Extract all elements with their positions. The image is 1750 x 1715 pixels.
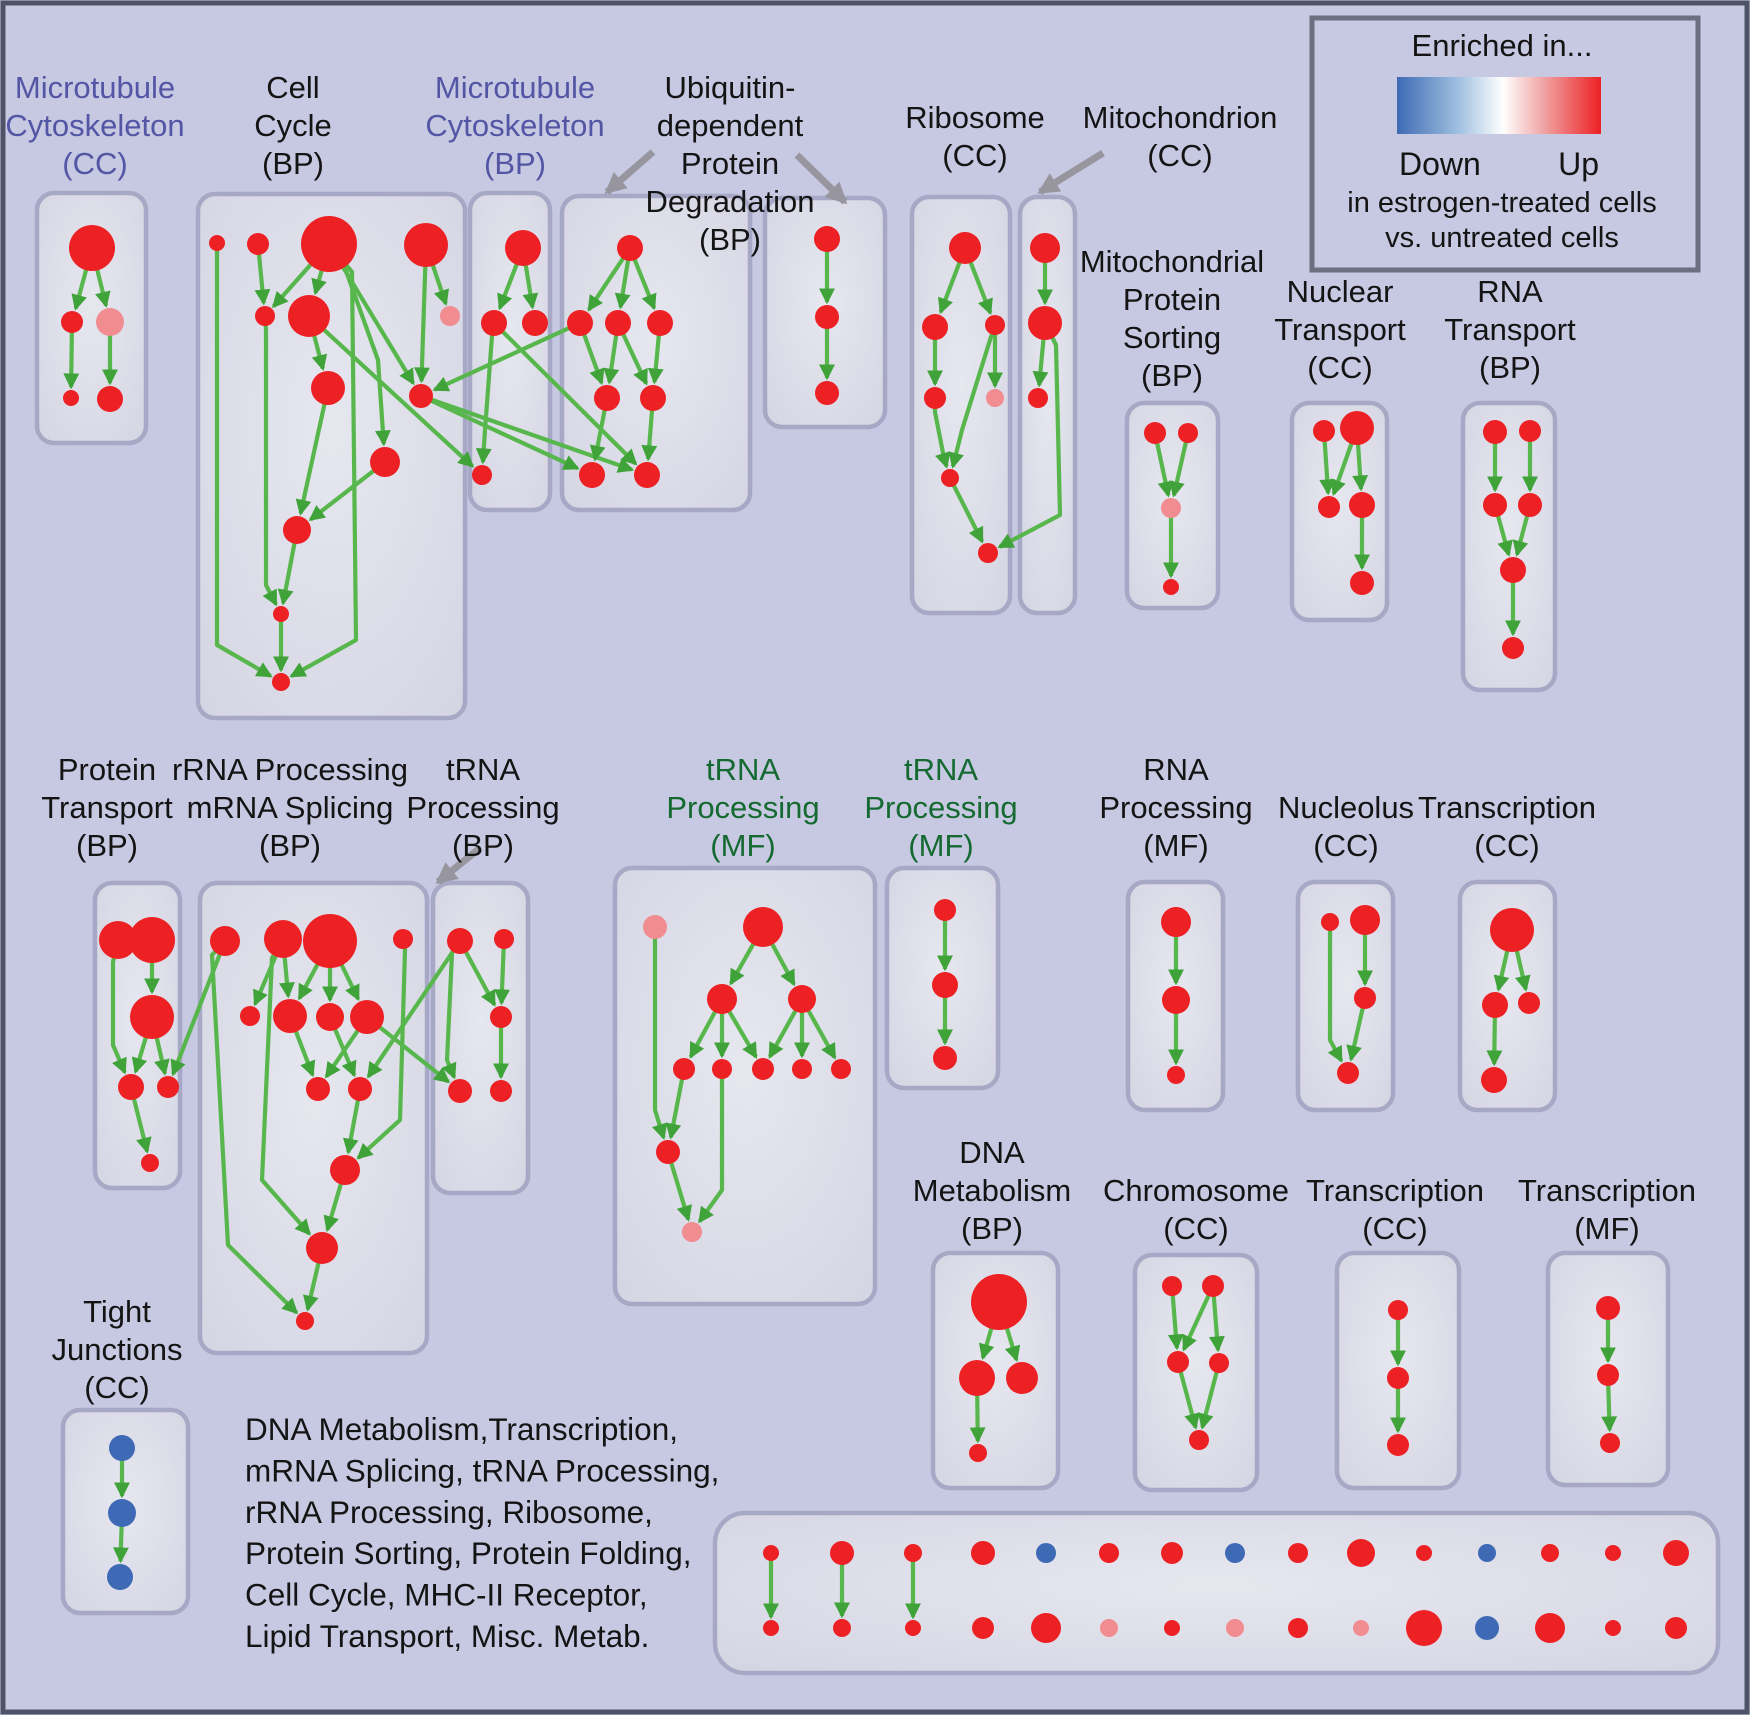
node-d3 [605,310,631,336]
node-ta2 [1387,1367,1409,1389]
node-f2 [922,314,948,340]
node-bb2 [833,1619,851,1637]
cluster-label-line: (MF) [710,828,776,863]
node-c2 [481,310,507,336]
node-bt14 [1605,1545,1621,1561]
cluster-label-line: (BP) [699,222,761,257]
node-f5 [986,389,1004,407]
node-b7 [440,306,460,326]
shared-terms-line: Cell Cycle, MHC-II Receptor, [245,1576,648,1613]
node-bb11 [1406,1610,1442,1646]
node-b10 [370,447,400,477]
node-bt15 [1663,1540,1689,1566]
node-bb15 [1665,1617,1687,1639]
cluster-label-line: (CC) [942,138,1008,173]
legend-subtitle-1: in estrogen-treated cells [1347,187,1657,219]
node-tj1 [109,1435,135,1461]
node-b11 [283,516,311,544]
shared-terms-line: Lipid Transport, Misc. Metab. [245,1618,650,1654]
node-tb3 [1600,1433,1620,1453]
cluster-label-line: RNA [1477,274,1543,309]
cluster-label-line: Nucleolus [1277,790,1415,825]
cluster-label-line: (CC) [1362,1211,1428,1246]
legend-gradient-bar [1397,77,1601,134]
node-h4 [1163,579,1179,595]
cluster-label-line: Transport [1274,312,1406,347]
node-w4 [792,1059,812,1079]
node-da1 [971,1274,1027,1330]
cluster-label-line: (CC) [84,1370,150,1405]
cluster-label-line: dependent [656,108,804,143]
node-o2 [1482,992,1508,1018]
node-bb12 [1475,1616,1499,1640]
node-bt10 [1347,1539,1375,1567]
cluster-label-line: Chromosome [1102,1173,1290,1208]
shared-terms-line: mRNA Splicing, tRNA Processing, [245,1452,720,1489]
legend-subtitle-2: vs. untreated cells [1385,222,1619,254]
node-bb14 [1605,1620,1621,1636]
node-ca1 [1162,1276,1182,1296]
cluster-label-line: (CC) [1307,350,1373,385]
node-ca3 [1167,1351,1189,1373]
node-d5 [594,385,620,411]
node-ca4 [1209,1353,1229,1373]
node-tb2 [1597,1364,1619,1386]
cluster-label-line: tRNA [705,752,781,787]
cluster-label-line: Processing [406,790,560,825]
node-bt8 [1225,1543,1245,1563]
node-c1 [505,230,541,266]
node-bt4 [971,1541,995,1565]
cluster-label-line: (BP) [76,828,138,863]
node-m1 [656,1140,680,1164]
node-v4 [448,1079,472,1103]
node-v5 [490,1080,512,1102]
cluster-label-line: Transcription [1305,1173,1485,1208]
node-f7 [978,543,998,563]
node-y1 [1161,907,1191,937]
node-r1 [210,926,240,956]
node-r2 [264,920,302,958]
node-w1 [673,1058,695,1080]
node-c4 [472,465,492,485]
node-bb9 [1288,1618,1308,1638]
node-h3 [1161,498,1181,518]
cluster-label-line: tRNA [903,752,979,787]
node-i4 [1349,492,1375,518]
node-y2 [1162,986,1190,1014]
cluster-label-line: Transport [1444,312,1576,347]
legend-down-label: Down [1399,146,1481,182]
shared-terms-line: DNA Metabolism,Transcription, [245,1411,678,1447]
node-w5 [831,1059,851,1079]
cluster-label-line: (BP) [259,828,321,863]
node-bb1 [763,1620,779,1636]
node-bt12 [1478,1544,1496,1562]
node-bt2 [830,1541,854,1565]
node-a1 [69,225,115,271]
node-y3 [1167,1066,1185,1084]
node-e2 [815,305,839,329]
node-u3 [296,1312,314,1330]
cluster-label-line: Processing [666,790,820,825]
node-i5 [1350,571,1374,595]
node-o3 [1518,992,1540,1014]
node-n1 [1321,913,1339,931]
cluster-label-line: Degradation [645,184,815,219]
cluster-label-line: RNA [1143,752,1209,787]
node-b1 [209,235,225,251]
node-s3 [316,1003,344,1031]
node-d1 [617,235,643,261]
node-c3 [522,310,548,336]
cluster-label-line: (MF) [908,828,974,863]
node-f3 [985,315,1005,335]
node-bt3 [904,1544,922,1562]
cluster-label-line: Processing [864,790,1018,825]
node-b9 [409,384,433,408]
node-bb10 [1353,1620,1369,1636]
cluster-label-line: Processing [1099,790,1253,825]
node-b12 [273,606,289,622]
node-bt9 [1288,1543,1308,1563]
cluster-label-line: Microtubule [14,70,176,105]
node-j4 [1518,493,1542,517]
node-b3 [301,216,357,272]
node-d6 [640,385,666,411]
cluster-label-line: Protein [57,752,157,787]
node-tb1 [1596,1296,1620,1320]
node-da3 [1006,1362,1038,1394]
node-d7 [579,462,605,488]
node-k3 [130,995,174,1039]
node-m2 [682,1222,702,1242]
node-i1 [1313,420,1335,442]
node-q1 [707,984,737,1014]
node-bb3 [905,1620,921,1636]
node-i3 [1318,496,1340,518]
cluster-label-line: (CC) [1147,138,1213,173]
node-q2 [788,985,816,1013]
node-g3 [1028,388,1048,408]
node-u1 [330,1155,360,1185]
node-d2 [567,310,593,336]
cluster-label-line: DNA [959,1135,1025,1170]
node-bb7 [1164,1620,1180,1636]
node-f1 [949,232,981,264]
node-ca5 [1189,1430,1209,1450]
node-j5 [1500,557,1526,583]
node-b4 [404,223,448,267]
node-g2 [1028,306,1062,340]
legend-up-label: Up [1558,146,1599,182]
cluster-label-line: Metabolism [912,1173,1072,1208]
node-v1 [447,928,473,954]
node-a5 [97,386,123,412]
cluster-label-line: Mitochondrial [1079,244,1265,279]
node-da2 [959,1360,995,1396]
node-b6 [288,295,330,337]
cluster-label-line: Nuclear [1286,274,1394,309]
cluster-label-line: Transcription [1517,1173,1697,1208]
node-x1 [934,899,956,921]
node-r3 [303,914,357,968]
node-a4 [63,390,79,406]
node-bt11 [1416,1545,1432,1561]
node-w3 [752,1058,774,1080]
node-i2 [1340,411,1374,445]
cluster-label-line: (MF) [1143,828,1209,863]
node-bb4 [972,1617,994,1639]
node-tj2 [108,1499,136,1527]
node-j3 [1483,493,1507,517]
cluster-label-line: mRNA Splicing [186,790,394,825]
node-r4 [393,929,413,949]
cluster-label-line: Transcription [1417,790,1597,825]
node-s2 [273,999,307,1033]
node-bb13 [1535,1613,1565,1643]
node-b5 [255,306,275,326]
cluster-label-line: rRNA Processing [171,752,409,787]
node-bb8 [1226,1619,1244,1637]
node-e1 [814,226,840,252]
cluster-label-line: (BP) [484,146,546,181]
cluster-label-line: Protein [1122,282,1222,317]
cluster-label-line: (CC) [1313,828,1379,863]
node-bb5 [1031,1613,1061,1643]
cluster-label-line: Cytoskeleton [425,108,605,143]
cluster-label-line: Mitochondrion [1082,100,1278,135]
shared-terms-line: Protein Sorting, Protein Folding, [245,1535,692,1572]
node-x2 [932,972,958,998]
node-n2 [1350,905,1380,935]
node-h2 [1178,423,1198,443]
node-k6 [141,1154,159,1172]
node-a3 [96,308,124,336]
node-n3 [1354,987,1376,1009]
cluster-label-line: (BP) [262,146,324,181]
node-v3 [490,1006,512,1028]
node-a2 [61,311,83,333]
node-ta1 [1388,1300,1408,1320]
node-b13 [272,673,290,691]
node-g1 [1030,233,1060,263]
cluster-label-line: (MF) [1574,1211,1640,1246]
node-da4 [969,1444,987,1462]
node-n4 [1337,1062,1359,1084]
node-bt7 [1161,1542,1183,1564]
cluster-label-line: Ubiquitin- [664,70,796,105]
node-j6 [1502,637,1524,659]
node-b8 [311,371,345,405]
node-k4 [118,1074,144,1100]
node-j1 [1483,420,1507,444]
cluster-label-line: (CC) [1163,1211,1229,1246]
cluster-label-line: Tight [83,1294,151,1329]
cluster-label-line: Cycle [254,108,332,143]
node-s1 [240,1006,260,1026]
node-t1 [306,1077,330,1101]
node-u2 [306,1232,338,1264]
node-bt13 [1541,1544,1559,1562]
node-bt6 [1099,1543,1119,1563]
cluster-label-line: Ribosome [905,100,1045,135]
node-ca2 [1202,1275,1224,1297]
node-ta3 [1387,1434,1409,1456]
cluster-label-line: (BP) [1141,358,1203,393]
cluster-box-chromosome-box [1135,1255,1257,1490]
node-p0 [643,915,667,939]
node-s4 [350,1000,384,1034]
cluster-label-line: tRNA [445,752,521,787]
node-j2 [1519,420,1541,442]
node-d8 [634,462,660,488]
node-h1 [1144,422,1166,444]
node-p1 [743,907,783,947]
cluster-label-line: (CC) [62,146,128,181]
cluster-label-line: Cytoskeleton [5,108,185,143]
node-k5 [157,1076,179,1098]
cluster-label-line: Transport [41,790,173,825]
cluster-label-line: (BP) [1479,350,1541,385]
cluster-label-line: (CC) [1474,828,1540,863]
node-o1 [1490,908,1534,952]
node-k2 [129,917,175,963]
node-f4 [924,387,946,409]
node-w2 [712,1059,732,1079]
cluster-label-line: Junctions [51,1332,183,1367]
legend-title: Enriched in... [1411,28,1593,63]
node-b2 [247,233,269,255]
cluster-box-shared-terms-box [715,1513,1718,1673]
node-f6 [941,469,959,487]
node-e3 [815,381,839,405]
cluster-label-line: Sorting [1122,320,1222,355]
node-bb6 [1100,1619,1118,1637]
cluster-label-line: (BP) [961,1211,1023,1246]
node-v2 [494,929,514,949]
node-bt1 [763,1545,779,1561]
node-o4 [1481,1067,1507,1093]
cluster-label-line: Microtubule [434,70,596,105]
node-t2 [348,1077,372,1101]
cluster-label-line: (BP) [452,828,514,863]
node-tj3 [107,1564,133,1590]
node-x3 [933,1046,957,1070]
node-bt5 [1036,1543,1056,1563]
cluster-label-line: Cell [266,70,320,105]
node-d4 [647,310,673,336]
shared-terms-line: rRNA Processing, Ribosome, [245,1493,653,1530]
cluster-label-line: Protein [680,146,780,181]
